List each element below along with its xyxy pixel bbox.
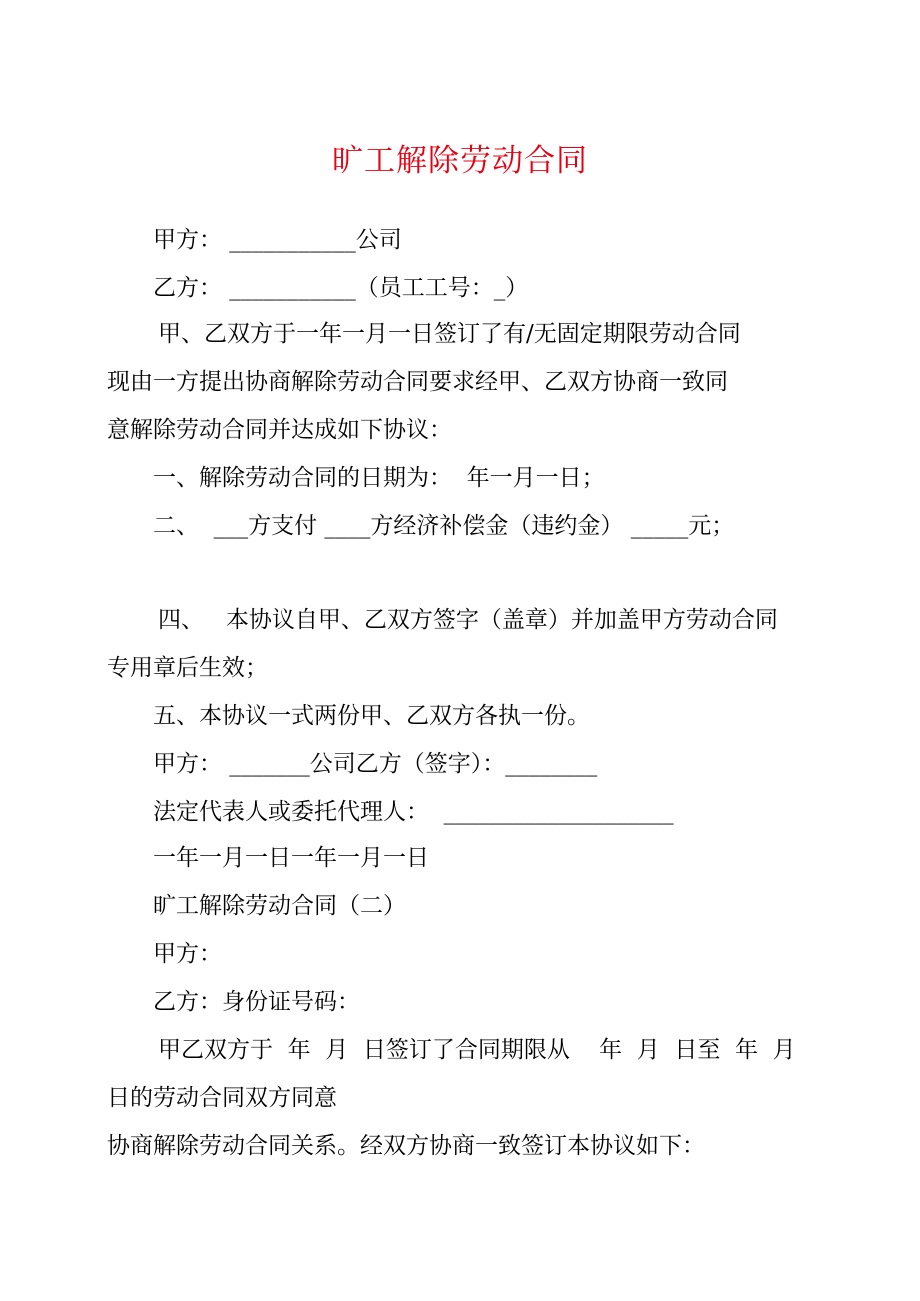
- section-heading: 旷工解除劳动合同（二）: [153, 893, 406, 919]
- date-line: 一年一月一日一年一月一日: [153, 845, 429, 871]
- body-paragraph-line: 协商解除劳动合同关系。经双方协商一致签订本协议如下：: [107, 1133, 705, 1159]
- clause-2: 二、 ___方支付 ____方经济补偿金（违约金） _____元；: [153, 513, 735, 539]
- party-a-line-2: 甲方：: [153, 941, 222, 967]
- clause-4-continued: 专用章后生效；: [107, 655, 268, 681]
- party-b-line-2: 乙方：身份证号码：: [153, 989, 360, 1015]
- body-paragraph-line: 意解除劳动合同并达成如下协议：: [107, 417, 452, 443]
- clause-4: 四、 本协议自甲、乙双方签字（盖章）并加盖甲方劳动合同: [158, 607, 778, 633]
- clause-1: 一、解除劳动合同的日期为： 年一月一日；: [153, 465, 605, 491]
- body-paragraph-line: 甲、乙双方于一年一月一日签订了有/无固定期限劳动合同: [158, 321, 741, 347]
- party-a-line: 甲方： ___________公司: [153, 227, 402, 253]
- clause-5: 五、本协议一式两份甲、乙双方各执一份。: [153, 703, 590, 729]
- signature-line: 甲方： _______公司乙方（签字）：________: [153, 751, 598, 777]
- body-paragraph-line: 日的劳动合同双方同意: [107, 1085, 337, 1111]
- document-title: 旷工解除劳动合同: [332, 142, 588, 179]
- body-paragraph-line: 甲乙双方于 年 月 日签订了合同期限从 年 月 日至 年 月: [158, 1037, 796, 1063]
- representative-line: 法定代表人或委托代理人： ____________________: [153, 799, 674, 825]
- party-b-line: 乙方： ___________（员工工号：_）: [153, 275, 529, 301]
- body-paragraph-line: 现由一方提出协商解除劳动合同要求经甲、乙双方协商一致同: [107, 369, 728, 395]
